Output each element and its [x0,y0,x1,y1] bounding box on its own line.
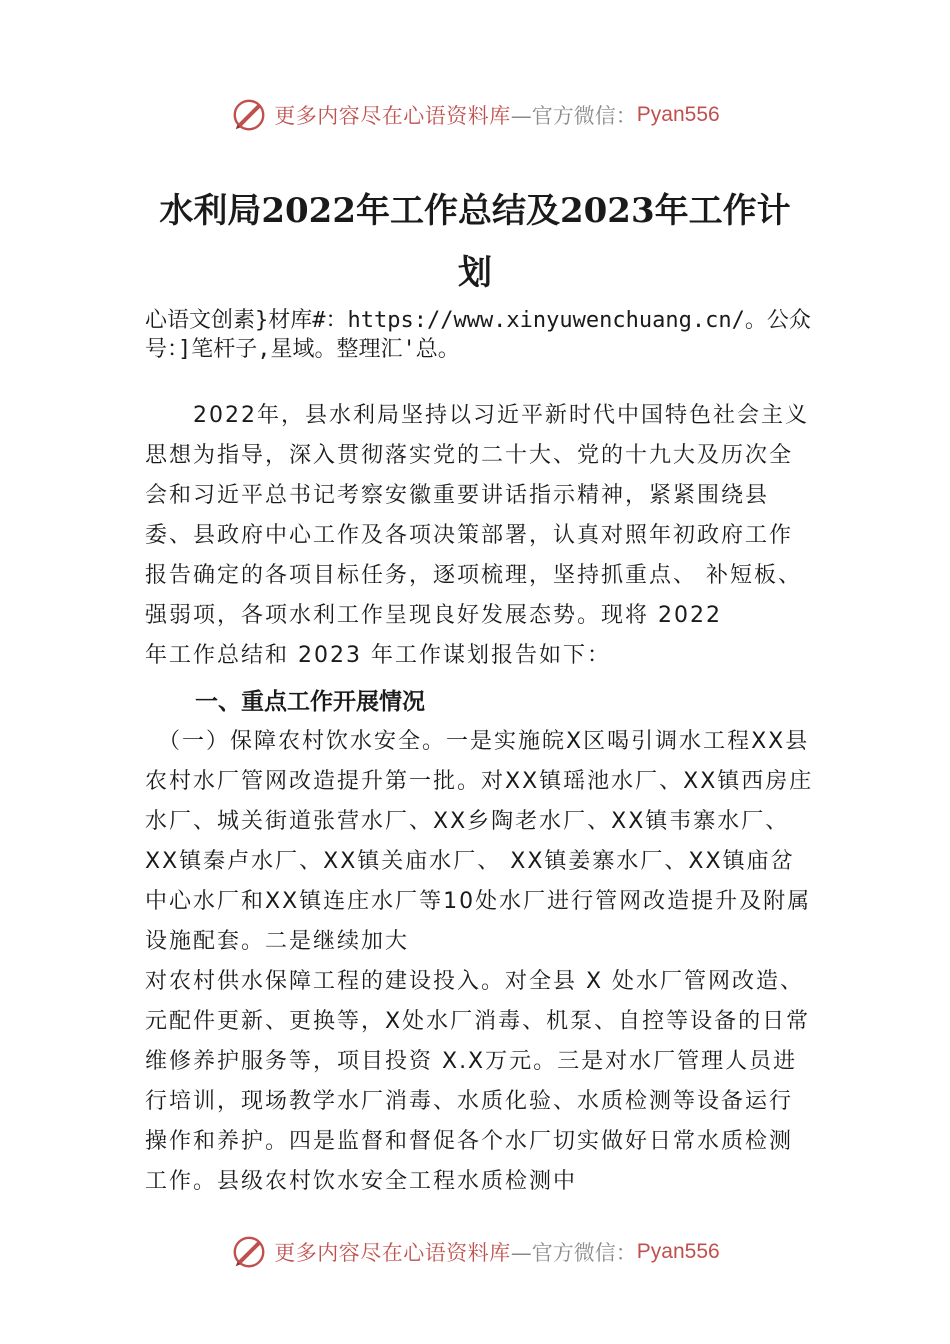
footer-banner [0,1232,950,1272]
document-title [145,180,805,304]
intro-paragraph-continued: 年工作总结和 2023 年工作谋划报告如下： [145,643,611,668]
body-paragraph-continued: 对农村供水保障工程的建设投入。对全县 X 处水厂管网改造、元配件更新、更换等，X处水厂消毒、机泵、自控等设备的日常维修养护服务等，项目投资 X.X万元。三是对水厂管理人员进行培训，现场教学水厂消毒、水质化验、水质检测等设备运行操作和养护。四是监督和督促各个水厂切实做好日常水质检测工作。县级农村饮水安全工程水质检测中 [145,969,811,1194]
banner-wechat-label: —官方微信： [510,104,637,128]
section-heading: 一、重点工作开展情况 [195,689,425,715]
banner-wechat-id: Pyan556 [636,103,720,126]
pen-logo-icon [230,96,268,134]
header-banner [0,95,950,135]
title-line-1: 水利局2022年工作总结及2023年工作计 [159,191,791,231]
body-paragraph: （一）保障农村饮水安全。一是实施皖X区喝引调水工程XX县农村水厂管网改造提升第一批。对XX镇瑶池水厂、XX镇西房庄水厂、城关街道张营水厂、XX乡陶老水厂、XX镇韦寨水厂、XX镇秦卢水厂、XX镇关庙水厂、 XX镇姜寨水厂、XX镇庙岔中心水厂和XX镇连庄水厂等10处水厂进行管网改造提升及附属设施配套。二是继续加大 [145,729,814,954]
pen-logo-icon [230,1233,268,1271]
banner-slogan: 更多内容尽在心语资料库 [274,104,511,128]
banner-slogan: 更多内容尽在心语资料库 [274,1241,511,1265]
banner-wechat-label: —官方微信： [510,1241,637,1265]
source-note: 心语文创素}材库#：https://www.xinyuwenchuang.cn/。公众号：]笔杆子,星域。整理汇'总。 [145,308,811,362]
banner-wechat-id: Pyan556 [636,1240,720,1263]
title-line-2: 划 [458,253,492,293]
intro-paragraph: 2022年，县水利局坚持以习近平新时代中国特色社会主义思想为指导，深入贯彻落实党的二十大、党的十九大及历次全会和习近平总书记考察安徽重要讲话指示精神，紧紧围绕县委、县政府中心工作及各项决策部署，认真对照年初政府工作报告确定的各项目标任务，逐项梳理，坚持抓重点、 补短板、强弱项，各项水利工作呈现良好发展态势。现将 2022 [145,403,809,628]
